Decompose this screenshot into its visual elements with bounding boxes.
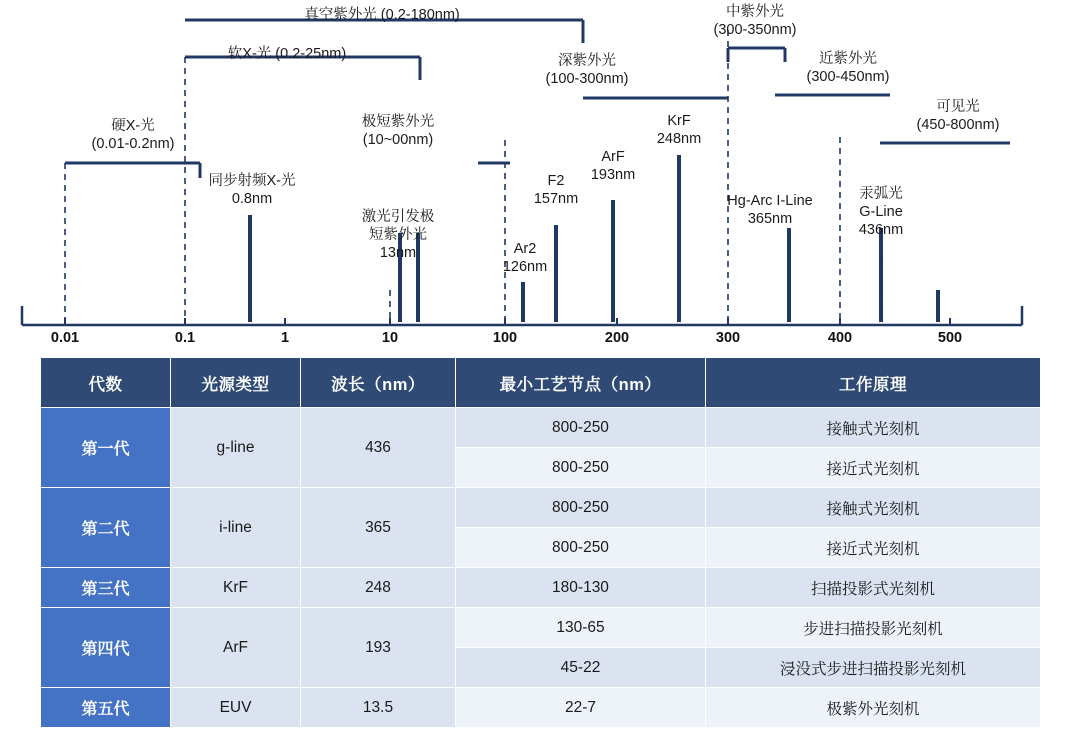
cell-generation: 第五代 [41, 688, 171, 728]
source-label-krf: KrF 248nm [656, 113, 702, 148]
axis-tick-6: 300 [715, 330, 741, 346]
cell-wavelength: 436 [301, 408, 456, 488]
axis-tick-7: 400 [827, 330, 853, 346]
cell-min-node: 130-65 [456, 608, 706, 648]
cell-generation: 第二代 [41, 488, 171, 568]
cell-source-type: g-line [171, 408, 301, 488]
cell-source-type: EUV [171, 688, 301, 728]
source-label-ar2: Ar2 126nm [502, 241, 548, 276]
axis-tick-5: 200 [604, 330, 630, 346]
cell-principle: 浸没式步进扫描投影光刻机 [706, 648, 1041, 688]
table-row [41, 568, 1041, 608]
col-header-principle: 工作原理 [706, 358, 1041, 408]
cell-min-node: 800-250 [456, 528, 706, 568]
axis-tick-2: 1 [280, 330, 290, 346]
band-label-nuv: 近紫外光 (300-450nm) [806, 51, 890, 86]
band-label-soft-x: 软X-光 (0.2-25nm) [227, 46, 347, 62]
cell-generation: 第四代 [41, 608, 171, 688]
band-label-duv: 深紫外光 (100-300nm) [545, 53, 629, 88]
band-label-visible: 可见光 (450-800nm) [916, 99, 1000, 134]
axis-tick-8: 500 [937, 330, 963, 346]
cell-source-type: ArF [171, 608, 301, 688]
col-header-source-type: 光源类型 [171, 358, 301, 408]
source-label-hg-i-line: Hg-Arc I-Line 365nm [727, 193, 813, 228]
cell-principle: 接触式光刻机 [706, 488, 1041, 528]
cell-generation: 第一代 [41, 408, 171, 488]
cell-source-type: KrF [171, 568, 301, 608]
source-label-hg-g-line: 汞弧光 G-Line 436nm [858, 186, 904, 239]
cell-principle: 接触式光刻机 [706, 408, 1041, 448]
cell-principle: 接近式光刻机 [706, 448, 1041, 488]
table-row [41, 688, 1041, 728]
cell-principle: 接近式光刻机 [706, 528, 1041, 568]
table-head [41, 358, 1041, 408]
band-label-muv: 中紫外光 (300-350nm) [713, 4, 797, 39]
axis-tick-0: 0.01 [50, 330, 80, 346]
source-label-synchrotron: 同步射频X-光 0.8nm [208, 173, 296, 208]
axis-tick-1: 0.1 [174, 330, 196, 346]
col-header-wavelength: 波长（nm） [301, 358, 456, 408]
axis-tick-3: 10 [381, 330, 399, 346]
cell-min-node: 180-130 [456, 568, 706, 608]
band-label-euv: 极短紫外光 (10~00nm) [361, 114, 435, 149]
col-header-min-node: 最小工艺节点（nm） [456, 358, 706, 408]
cell-principle: 步进扫描投影光刻机 [706, 608, 1041, 648]
cell-source-type: i-line [171, 488, 301, 568]
cell-principle: 极紫外光刻机 [706, 688, 1041, 728]
cell-principle: 扫描投影式光刻机 [706, 568, 1041, 608]
table-row [41, 408, 1041, 448]
band-guides [65, 30, 881, 322]
cell-min-node: 800-250 [456, 448, 706, 488]
table-header-row [41, 358, 1041, 408]
cell-min-node: 22-7 [456, 688, 706, 728]
cell-wavelength: 193 [301, 608, 456, 688]
cell-generation: 第三代 [41, 568, 171, 608]
source-label-lpp-euv: 激光引发极 短紫外光 13nm [361, 209, 435, 262]
cell-wavelength: 365 [301, 488, 456, 568]
cell-min-node: 800-250 [456, 488, 706, 528]
axis-tick-4: 100 [492, 330, 518, 346]
col-header-generation: 代数 [41, 358, 171, 408]
source-label-f2: F2 157nm [533, 173, 579, 208]
source-label-arf: ArF 193nm [590, 149, 636, 184]
table-row [41, 488, 1041, 528]
cell-min-node: 45-22 [456, 648, 706, 688]
band-label-vuv: 真空紫外光 (0.2-180nm) [304, 7, 460, 23]
band-brackets [65, 20, 1010, 178]
cell-wavelength: 13.5 [301, 688, 456, 728]
cell-min-node: 800-250 [456, 408, 706, 448]
cell-wavelength: 248 [301, 568, 456, 608]
table-body [41, 408, 1041, 728]
generations-table-wrap [40, 357, 1040, 728]
spectrum-diagram [0, 0, 1080, 352]
generations-table [40, 357, 1041, 728]
band-label-hard-x: 硬X-光 (0.01-0.2nm) [91, 118, 175, 153]
table-row [41, 608, 1041, 648]
